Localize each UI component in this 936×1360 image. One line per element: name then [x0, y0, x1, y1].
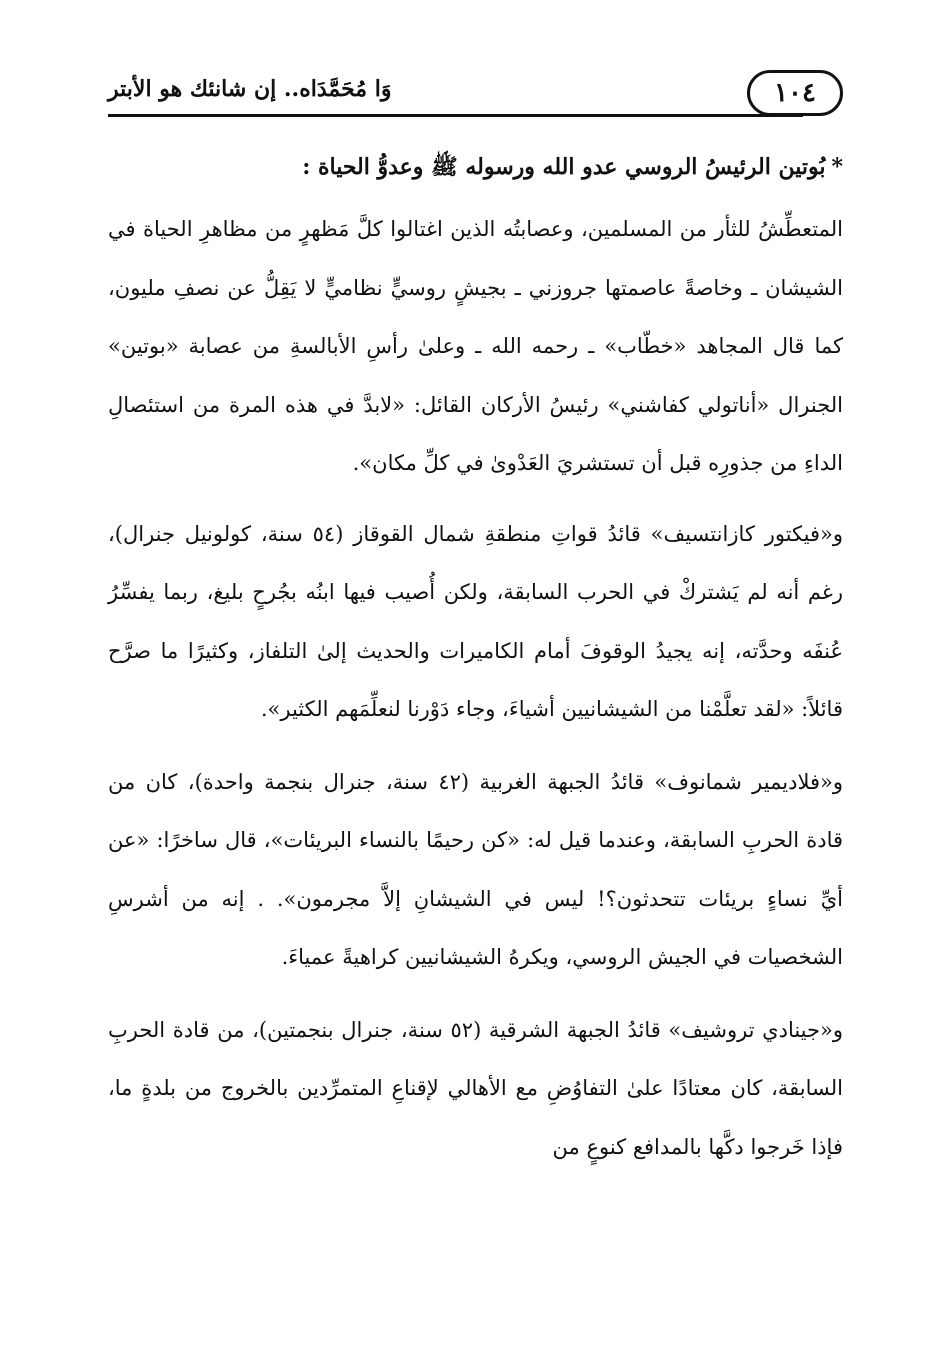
paragraph: و«فلاديمير شمانوف» قائدُ الجبهة الغربية (٤٢ سنة، جنرال بنجمة واحدة)، كان من قادة الحربِ السابقة، وعندما قيل له: «كن رحيمًا بالنساء البريئات»، قال ساخرًا: «عن أيِّ نساءٍ بريئات تتحدثون؟! ليس في الشيشانِ إلاَّ مجرمون». . إنه من أشرسِ الشخصيات في الجيش الروسي، ويكرهُ الشيشانيين كراهيةً عمياءَ.	[108, 769, 844, 969]
header-rule	[108, 114, 803, 117]
star-bullet: *	[831, 154, 843, 180]
section-heading-text: بُوتين الرئيسُ الروسي عدو الله ورسوله ﷺ وعدوُّ الحياة :	[302, 154, 826, 180]
paragraph: و«جينادي تروشيف» قائدُ الجبهة الشرقية (٥٢ سنة، جنرال بنجمتين)، من قادة الحربِ السابقة، كان معتادًا علىٰ التفاوُضِ مع الأهالي لإقناعِ المتمرِّدين بالخروج من بلدةٍ ما، فإذا خَرجوا دكَّها بالمدافع كنوعٍ من	[108, 1017, 843, 1159]
page-body	[108, 148, 843, 1190]
paragraph: المتعطِّشُ للثأر من المسلمين، وعصابتُه الذين اغتالوا كلَّ مَظهرٍ من مظاهرِ الحياة في الشيشان ـ وخاصةً عاصمتها جروزني ـ بجيشٍ روسيٍّ نظاميٍّ لا يَقِلُّ عن نصفِ مليون، كما قال المجاهد «خطّاب» ـ رحمه الله ـ وعلىٰ رأسِ الأبالسةِ من عصابة «بوتين» الجنرال «أناتولي كفاشني» رئيسُ الأركان القائل: «لابدَّ في هذه المرة من استئصالِ الداءِ من جذورِه قبل أن تستشريَ العَدْوىٰ في كلِّ مكان».	[108, 217, 843, 475]
page-header	[108, 70, 843, 122]
paragraph: و«فيكتور كازانتسيف» قائدُ قواتِ منطقةِ شمال القوقاز (٥٤ سنة، كولونيل جنرال)، رغم أنه لم يَشتركْ في الحرب السابقة، ولكن أُصيب فيها ابنُه بجُرحٍ بليغ، ربما يفسِّرُ عُنفَه وحدَّته، إنه يجيدُ الوقوفَ أمام الكاميرات والحديث إلىٰ التلفاز، وكثيرًا ما صرَّح قائلاً: «لقد تعلَّمْنا من الشيشانيين أشياءَ، وجاء دَوْرنا لنعلِّمَهم الكثير».	[108, 521, 843, 721]
page-number-badge: ١٠٤	[747, 70, 843, 116]
running-title: وَا مُحَمَّدَاه.. إن شانئك هو الأبتر	[108, 76, 392, 102]
section-heading	[108, 148, 843, 186]
